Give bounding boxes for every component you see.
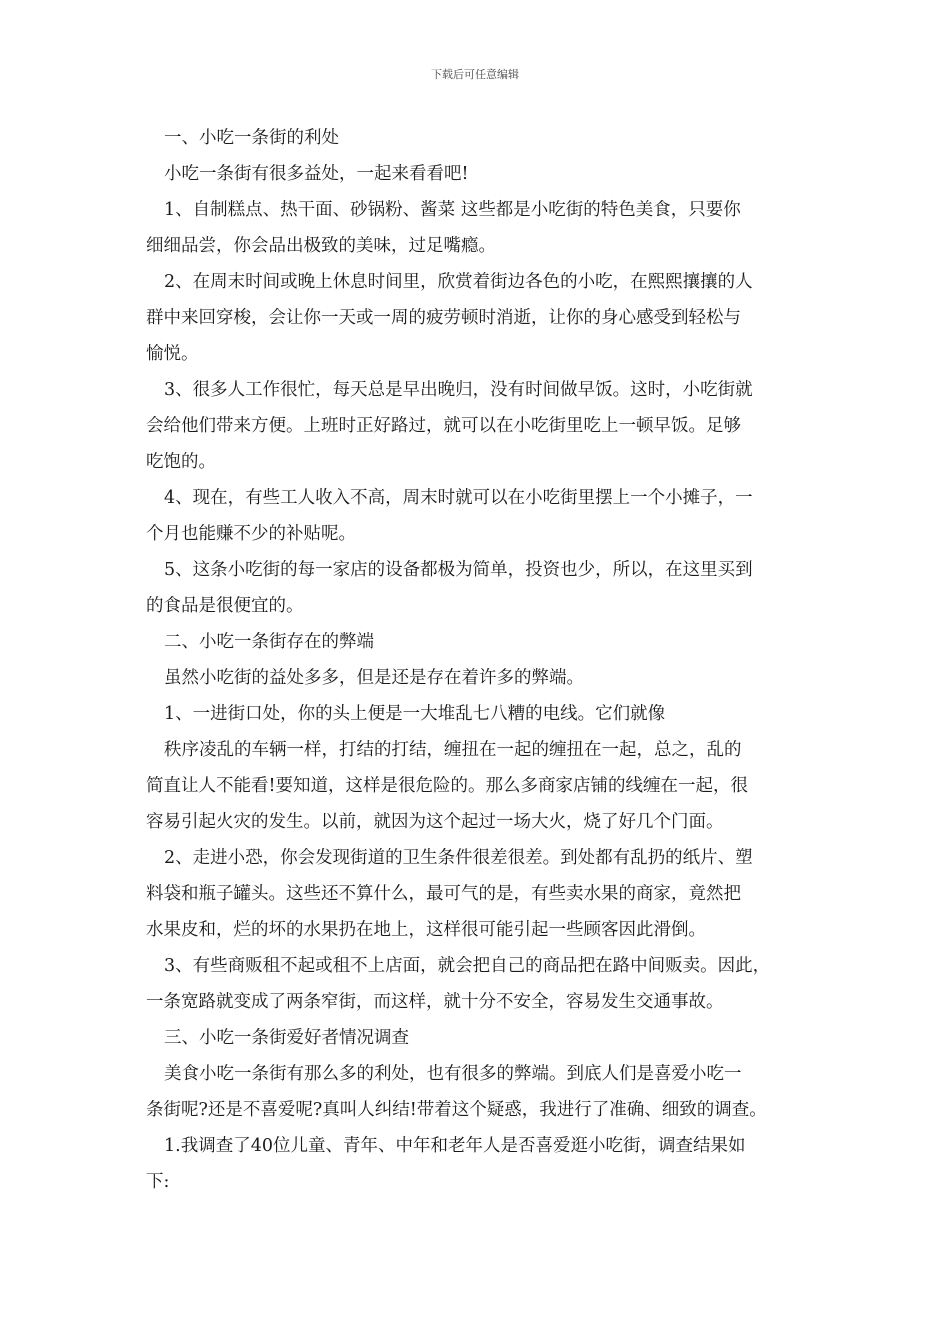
- text-line: 的食品是很便宜的。: [146, 596, 304, 616]
- text-line: 1.我调查了40位儿童、青年、中年和老年人是否喜爱逛小吃街，调查结果如: [164, 1136, 746, 1156]
- text-line: 容易引起火灾的发生。以前，就因为这个起过一场大火，烧了好几个门面。: [146, 812, 724, 832]
- text-line: 细细品尝，你会品出极致的美味，过足嘴瘾。: [146, 236, 496, 256]
- text-line: 2、在周末时间或晚上休息时间里，欣赏着街边各色的小吃，在熙熙攘攘的人: [164, 272, 753, 292]
- text-line: 个月也能赚不少的补贴呢。: [146, 524, 356, 544]
- text-line: 1、自制糕点、热干面、砂锅粉、酱菜 这些都是小吃街的特色美食，只要你: [164, 200, 741, 220]
- document-body: [146, 120, 811, 1200]
- text-line: 3、很多人工作很忙，每天总是早出晚归，没有时间做早饭。这时，小吃街就: [164, 380, 753, 400]
- text-line: 水果皮和，烂的坏的水果扔在地上，这样很可能引起一些顾客因此滑倒。: [146, 920, 706, 940]
- text-line: 吃饱的。: [146, 452, 216, 472]
- text-line: 料袋和瓶子罐头。这些还不算什么，最可气的是，有些卖水果的商家，竟然把: [146, 884, 741, 904]
- text-line: 二、小吃一条街存在的弊端: [164, 632, 374, 652]
- text-line: 群中来回穿梭，会让你一天或一周的疲劳顿时消逝，让你的身心感受到轻松与: [146, 308, 741, 328]
- text-line: 3、有些商贩租不起或租不上店面，就会把自己的商品把在路中间贩卖。因此，: [164, 956, 771, 976]
- text-line: 小吃一条街有很多益处，一起来看看吧!: [164, 164, 469, 184]
- text-line: 条街呢?还是不喜爱呢?真叫人纠结!带着这个疑惑，我进行了准确、细致的调查。: [146, 1100, 767, 1120]
- text-line: 1、一进街口处，你的头上便是一大堆乱七八糟的电线。它们就像: [164, 704, 666, 724]
- text-line: 秩序凌乱的车辆一样，打结的打结，缠扭在一起的缠扭在一起，总之，乱的: [164, 740, 742, 760]
- text-line: 下:: [146, 1172, 170, 1192]
- text-line: 4、现在，有些工人收入不高，周末时就可以在小吃街里摆上一个小摊子，一: [164, 488, 753, 508]
- text-line: 会给他们带来方便。上班时正好路过，就可以在小吃街里吃上一顿早饭。足够: [146, 416, 741, 436]
- text-line: 一条宽路就变成了两条窄街，而这样，就十分不安全，容易发生交通事故。: [146, 992, 724, 1012]
- text-line: 2、走进小恐，你会发现街道的卫生条件很差很差。到处都有乱扔的纸片、塑: [164, 848, 753, 868]
- text-line: 简直让人不能看!要知道，这样是很危险的。那么多商家店铺的线缠在一起，很: [146, 776, 749, 796]
- text-line: 美食小吃一条街有那么多的利处，也有很多的弊端。到底人们是喜爱小吃一: [164, 1064, 742, 1084]
- text-line: 5、这条小吃街的每一家店的设备都极为简单，投资也少，所以，在这里买到: [164, 560, 753, 580]
- page-header: 下载后可任意编辑: [431, 68, 519, 81]
- text-line: 一、小吃一条街的利处: [164, 128, 339, 148]
- text-line: 愉悦。: [146, 344, 199, 364]
- text-line: 三、小吃一条街爱好者情况调查: [164, 1028, 409, 1048]
- text-line: 虽然小吃街的益处多多，但是还是存在着许多的弊端。: [164, 668, 584, 688]
